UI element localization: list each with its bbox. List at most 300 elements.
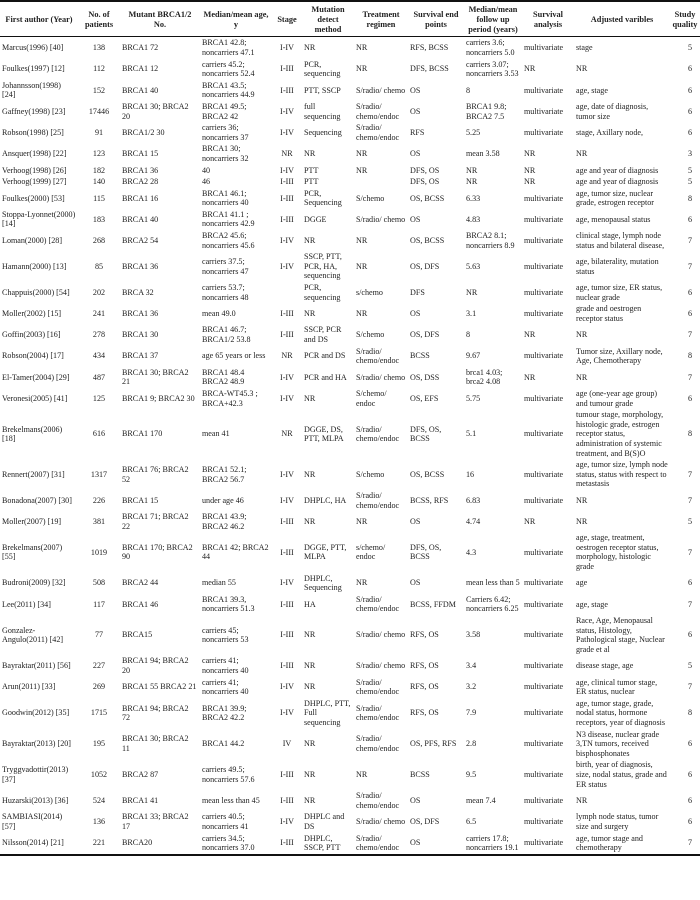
cell-treatment: NR	[356, 165, 368, 175]
cell-follow-up: 9.67	[466, 351, 481, 361]
cell-study-quality: 6	[687, 630, 692, 640]
cell-mutation-method: PCR, sequencing	[304, 59, 341, 79]
cell-mutation-method: DHPLC, SSCP, PTT	[304, 833, 341, 853]
cell-survival-analysis: multivariate	[524, 309, 564, 319]
cell-survival-analysis: multivariate	[524, 214, 564, 224]
cell-follow-up: Carriers 6.42; noncarriers 6.25	[466, 594, 519, 614]
cell-study-quality: 7	[687, 495, 692, 505]
cell-first-author: Foulkes(2000) [53]	[2, 193, 65, 203]
cell-adjusted-variables: NR	[576, 795, 588, 805]
cell-adjusted-variables: NR	[576, 149, 588, 159]
cell-patients: 182	[92, 165, 106, 175]
cell-patients: 77	[94, 630, 104, 640]
cell-study-quality: 6	[687, 127, 692, 137]
cell-survival-analysis: multivariate	[524, 43, 564, 53]
cell-patients: 227	[92, 661, 106, 671]
cell-treatment: S/radio/ chemo/endoc	[356, 734, 400, 753]
table-row	[0, 367, 700, 388]
cell-follow-up: mean 7.4	[466, 795, 496, 805]
cell-patients: 616	[92, 429, 106, 439]
cell-mutant-brca: BRCA1 33; BRCA2 17	[122, 812, 189, 831]
cell-adjusted-variables: age, stage	[576, 599, 608, 609]
cell-first-author: Arun(2011) [33]	[2, 682, 56, 692]
table-row	[0, 698, 700, 729]
cell-median-age: carriers 49.5; noncarriers 57.6	[202, 765, 255, 784]
cell-follow-up: 3.2	[466, 682, 477, 692]
cell-first-author: Ansquer(1998) [22]	[2, 149, 67, 159]
cell-mutation-method: DHPLC, PTT, Full sequencing	[304, 698, 351, 727]
column-header-survival-analysis: Survival analysis	[533, 9, 563, 29]
cell-median-age: BRCA1 48.4 BRCA2 48.9	[202, 367, 245, 387]
cell-mutant-brca: BRCA2 87	[122, 769, 159, 779]
cell-stage: I-IV	[280, 43, 294, 53]
cell-follow-up: 3.58	[466, 630, 481, 640]
cell-treatment: S/radio/ chemo	[356, 630, 406, 640]
table-row	[0, 677, 700, 698]
cell-mutant-brca: BRCA1 46	[122, 599, 159, 609]
cell-treatment: S/radio/ chemo	[356, 817, 406, 827]
cell-survival-analysis: multivariate	[524, 106, 564, 116]
cell-first-author: SAMBIASI(2014) [57]	[2, 812, 63, 831]
cell-survival-endpoints: OS	[410, 516, 421, 526]
cell-study-quality: 5	[687, 516, 692, 526]
column-header-stage: Stage	[277, 14, 297, 24]
cell-mutant-brca: BRCA1 16	[122, 193, 159, 203]
table-row	[0, 251, 700, 282]
cell-treatment: NR	[356, 578, 368, 588]
cell-study-quality: 5	[687, 43, 692, 53]
table-row	[0, 490, 700, 511]
cell-stage: I-III	[280, 630, 294, 640]
cell-first-author: Brekelmans(2006) [18]	[2, 424, 63, 444]
cell-median-age: carriers 37.5; noncarriers 47	[202, 257, 249, 276]
cell-first-author: Budroni(2009) [32]	[2, 578, 66, 588]
column-header-median-age: Median/mean age, y	[203, 9, 269, 29]
table-row	[0, 101, 700, 122]
cell-survival-endpoints: BCSS	[410, 351, 430, 361]
cell-treatment: S/chemo	[356, 469, 385, 479]
cell-study-quality: 8	[687, 193, 692, 203]
table-row	[0, 532, 700, 572]
cell-mutant-brca: BRCA1 9; BRCA2 30	[122, 393, 195, 403]
cell-mutant-brca: BRCA 32	[122, 287, 154, 297]
cell-survival-endpoints: OS, EFS	[410, 393, 439, 403]
cell-survival-endpoints: OS, BCSS	[410, 193, 445, 203]
cell-survival-analysis: NR	[524, 165, 536, 175]
cell-follow-up: 6.5	[466, 817, 477, 827]
header-row	[0, 1, 700, 37]
cell-adjusted-variables: age, tumor size, ER status, nuclear grade	[576, 283, 663, 302]
cell-patients: 221	[92, 838, 106, 848]
cell-follow-up: 5.75	[466, 393, 481, 403]
cell-survival-analysis: multivariate	[524, 578, 564, 588]
cell-stage: I-III	[280, 795, 294, 805]
cell-study-quality: 6	[687, 106, 692, 116]
cell-median-age: BRCA2 45.6; noncarriers 45.6	[202, 231, 255, 250]
cell-patients: 138	[92, 43, 106, 53]
cell-study-quality: 7	[687, 372, 692, 382]
cell-mutation-method: NR	[304, 661, 316, 671]
cell-study-quality: 6	[687, 64, 692, 74]
cell-adjusted-variables: age, bilaterality, mutation status	[576, 257, 659, 276]
cell-first-author: Robson(2004) [17]	[2, 351, 64, 361]
cell-median-age: BRCA1 41.1 ; noncarriers 42.9	[202, 209, 255, 229]
cell-treatment: NR	[356, 516, 368, 526]
cell-study-quality: 5	[687, 177, 692, 187]
cell-follow-up: 4.83	[466, 214, 481, 224]
cell-mutation-method: Sequencing	[304, 127, 342, 137]
cell-median-age: carriers 45.2; noncarriers 52.4	[202, 59, 255, 79]
cell-survival-endpoints: DFS	[410, 287, 425, 297]
cell-survival-analysis: multivariate	[524, 630, 564, 640]
cell-patients: 381	[92, 516, 106, 526]
cell-study-quality: 7	[687, 330, 692, 340]
cell-survival-endpoints: BCSS, RFS	[410, 495, 449, 505]
cell-mutant-brca: BRCA1 36	[122, 261, 159, 271]
cell-first-author: Verhoog(1998) [26]	[2, 165, 67, 175]
cell-study-quality: 3	[687, 149, 692, 159]
table-row	[0, 143, 700, 164]
cell-treatment: S/radio/ chemo/endoc	[356, 424, 400, 444]
cell-mutant-brca: BRCA1 170	[122, 429, 163, 439]
cell-study-quality: 7	[687, 682, 692, 692]
cell-first-author: Hamann(2000) [13]	[2, 261, 67, 271]
cell-study-quality: 6	[687, 214, 692, 224]
cell-mutant-brca: BRCA1 40	[122, 214, 159, 224]
cell-study-quality: 6	[687, 769, 692, 779]
cell-mutation-method: NR	[304, 769, 316, 779]
cell-follow-up: 4.74	[466, 516, 481, 526]
cell-study-quality: 6	[687, 578, 692, 588]
cell-survival-endpoints: OS, DFS	[410, 261, 440, 271]
column-header-patients: No. of patients	[84, 9, 114, 29]
cell-survival-analysis: multivariate	[524, 85, 564, 95]
cell-patients: 269	[92, 682, 106, 692]
table-row	[0, 80, 700, 101]
cell-adjusted-variables: age and year of diagnosis	[576, 165, 659, 175]
cell-stage: I-III	[280, 85, 294, 95]
cell-survival-endpoints: OS, PFS, RFS	[410, 739, 457, 749]
table-row	[0, 188, 700, 209]
cell-patients: 202	[92, 287, 106, 297]
cell-stage: I-IV	[280, 127, 294, 137]
cell-mutant-brca: BRCA1 72	[122, 43, 159, 53]
column-header-adjusted-variables: Adjusted varibles	[590, 14, 654, 24]
cell-treatment: NR	[356, 43, 368, 53]
cell-stage: I-IV	[280, 817, 294, 827]
cell-treatment: S/radio/ chemo/endoc	[356, 594, 400, 614]
cell-first-author: Goffin(2003) [16]	[2, 330, 61, 340]
cell-adjusted-variables: clinical stage, lymph node status and bilateral disease,	[576, 231, 665, 250]
cell-patients: 123	[92, 149, 106, 159]
cell-follow-up: 2.8	[466, 739, 477, 749]
cell-survival-analysis: multivariate	[524, 287, 564, 297]
cell-study-quality: 7	[687, 838, 692, 848]
column-header-mutant-brca: Mutant BRCA1/2 No.	[128, 9, 192, 29]
cell-treatment: S/chemo	[356, 330, 385, 340]
cell-median-age: carriers 34.5; noncarriers 37.0	[202, 833, 255, 853]
cell-study-quality: 6	[687, 795, 692, 805]
cell-survival-endpoints: OS	[410, 214, 421, 224]
cell-follow-up: 3.1	[466, 309, 477, 319]
cell-patients: 183	[92, 214, 106, 224]
cell-first-author: Moller(2002) [15]	[2, 309, 62, 319]
cell-mutation-method: PCR, Sequencing	[304, 188, 342, 208]
cell-survival-endpoints: DFS, OS, BCSS	[410, 542, 442, 562]
cell-survival-endpoints: OS, DFS	[410, 330, 440, 340]
cell-follow-up: BRCA1 9.8; BRCA2 7.5	[466, 101, 507, 121]
cell-follow-up: mean 3.58	[466, 149, 500, 159]
cell-mutation-method: NR	[304, 235, 316, 245]
cell-study-quality: 7	[687, 469, 692, 479]
cell-median-age: mean 49.0	[202, 309, 236, 319]
table-row	[0, 324, 700, 345]
cell-survival-endpoints: OS	[410, 85, 421, 95]
cell-mutation-method: HA	[304, 599, 316, 609]
cell-stage: I-IV	[280, 261, 294, 271]
cell-mutation-method: PTT	[304, 165, 319, 175]
column-header-follow-up: Median/mean follow up period (years)	[468, 5, 518, 34]
cell-survival-analysis: multivariate	[524, 682, 564, 692]
cell-treatment: S/radio/ chemo/endoc	[356, 833, 400, 853]
table-row	[0, 176, 700, 188]
cell-first-author: Foulkes(1997) [12]	[2, 64, 65, 74]
cell-follow-up: 7.9	[466, 708, 477, 718]
cell-mutation-method: NR	[304, 43, 316, 53]
cell-survival-analysis: multivariate	[524, 817, 564, 827]
cell-first-author: Goodwin(2012) [35]	[2, 708, 70, 718]
cell-stage: I-IV	[280, 235, 294, 245]
cell-survival-endpoints: RFS, OS	[410, 661, 439, 671]
cell-follow-up: 8	[466, 330, 471, 340]
cell-patients: 1715	[90, 708, 108, 718]
cell-survival-analysis: multivariate	[524, 393, 564, 403]
cell-mutation-method: DGGE, PTT, MLPA	[304, 542, 347, 562]
cell-stage: I-IV	[280, 393, 294, 403]
cell-survival-endpoints: BCSS, FFDM	[410, 599, 456, 609]
cell-survival-endpoints: DFS, BCSS	[410, 64, 449, 74]
cell-treatment: S/radio/ chemo/endoc	[356, 791, 400, 810]
cell-stage: I-III	[280, 661, 294, 671]
cell-treatment	[354, 176, 408, 188]
cell-study-quality: 5	[687, 165, 692, 175]
table-row	[0, 459, 700, 490]
cell-study-quality: 8	[687, 708, 692, 718]
cell-mutation-method: NR	[304, 393, 316, 403]
cell-survival-endpoints: DFS, OS	[410, 177, 440, 187]
cell-patients: 140	[92, 177, 106, 187]
cell-treatment: S/chemo/ endoc	[356, 388, 387, 408]
cell-mutant-brca: BRCA1 41	[122, 795, 159, 805]
cell-mutation-method: NR	[304, 469, 316, 479]
cell-mutant-brca: BRCA1 30; BRCA2 21	[122, 367, 189, 387]
cell-follow-up: carriers 3.07; noncarriers 3.53	[466, 59, 519, 79]
cell-patients: 136	[92, 817, 106, 827]
cell-patients: 1019	[90, 547, 108, 557]
column-header-survival-endpoints: Survival end points	[413, 9, 459, 29]
cell-mutant-brca: BRCA20	[122, 838, 153, 848]
cell-first-author: Veronesi(2005) [41]	[2, 393, 68, 403]
table-row	[0, 282, 700, 303]
cell-adjusted-variables: N3 disease, nuclear grade 3,TN tumors, received bisphosphonates	[576, 729, 660, 758]
table-row	[0, 615, 700, 655]
cell-adjusted-variables: tumour stage, morphology, histologic grade, estrogen receptor status, administration of systemic treatment, and B(S)O	[576, 410, 664, 458]
cell-first-author: Brekelmans(2007) [55]	[2, 542, 63, 562]
table-row	[0, 122, 700, 143]
cell-mutant-brca: BRCA1 37	[122, 351, 159, 361]
cell-survival-endpoints: RFS, OS	[410, 630, 439, 640]
cell-survival-endpoints: OS	[410, 795, 421, 805]
cell-survival-endpoints: OS, BCSS	[410, 235, 445, 245]
cell-stage	[272, 282, 302, 303]
table-row	[0, 209, 700, 230]
cell-survival-endpoints: OS, DFS	[410, 817, 440, 827]
cell-median-age: BRCA1 46.1; noncarriers 40	[202, 188, 249, 208]
cell-follow-up: 5.63	[466, 261, 481, 271]
cell-patients: 1052	[90, 769, 108, 779]
cell-median-age: carriers 41; noncarriers 40	[202, 677, 249, 697]
cell-median-age: BRCA1 39.9; BRCA2 42.2	[202, 703, 247, 723]
cell-mutation-method: DHPLC and DS	[304, 812, 345, 831]
cell-mutation-method: DHPLC, HA	[304, 495, 347, 505]
cell-mutation-method: NR	[304, 309, 316, 319]
cell-mutation-method: NR	[304, 795, 316, 805]
cell-treatment: S/radio/ chemo	[356, 85, 406, 95]
table-row	[0, 409, 700, 459]
cell-stage: I-IV	[280, 495, 294, 505]
cell-mutant-brca: BRCA1 15	[122, 495, 159, 505]
cell-survival-analysis: NR	[524, 516, 536, 526]
cell-mutant-brca: BRCA1 12	[122, 64, 159, 74]
cell-adjusted-variables: stage, Axillary node,	[576, 127, 643, 137]
cell-mutant-brca: BRCA1 30; BRCA2 20	[122, 101, 189, 121]
cell-follow-up: 16	[466, 469, 475, 479]
cell-first-author: Marcus(1996) [40]	[2, 43, 64, 53]
cell-adjusted-variables: age, tumor stage, grade, nodal status, hormone receptors, year of diagnosis	[576, 698, 665, 727]
cell-mutant-brca: BRCA1 15	[122, 149, 159, 159]
cell-patients: 508	[92, 578, 106, 588]
cell-first-author: Verhoog(1999) [27]	[2, 177, 67, 187]
cell-adjusted-variables: age and year of diagnosis	[576, 177, 659, 187]
cell-first-author: Gaffney(1998) [23]	[2, 106, 66, 116]
cell-treatment: NR	[356, 309, 368, 319]
column-header-first-author: First author (Year)	[5, 14, 73, 24]
cell-survival-analysis: multivariate	[524, 547, 564, 557]
cell-stage: I-IV	[280, 578, 294, 588]
cell-stage: I-III	[280, 214, 294, 224]
cell-study-quality: 6	[687, 393, 692, 403]
cell-mutant-brca: BRCA1 36	[122, 165, 159, 175]
cell-follow-up: NR	[466, 287, 478, 297]
cell-follow-up: carriers 3.6; noncarriers 5.0	[466, 38, 515, 57]
cell-survival-endpoints: OS, BCSS	[410, 469, 445, 479]
cell-patients: 278	[92, 330, 106, 340]
table-row	[0, 594, 700, 615]
cell-patients: 115	[93, 193, 105, 203]
cell-survival-endpoints: BCSS	[410, 769, 430, 779]
cell-follow-up: BRCA2 8.1; noncarriers 8.9	[466, 231, 515, 250]
cell-mutation-method: DGGE	[304, 214, 327, 224]
cell-stage: NR	[281, 149, 293, 159]
cell-median-age: carriers 41; noncarriers 40	[202, 656, 249, 676]
cell-patients: 195	[92, 739, 106, 749]
cell-survival-endpoints: OS	[410, 149, 421, 159]
cell-mutant-brca: BRCA1 40	[122, 85, 159, 95]
cell-median-age: BRCA1 46.7; BRCA1/2 53.8	[202, 325, 251, 345]
cell-treatment: S/radio/ chemo/endoc	[356, 101, 400, 121]
cell-treatment: S/radio/ chemo	[356, 372, 406, 382]
cell-survival-analysis: multivariate	[524, 235, 564, 245]
cell-median-age: 46	[202, 177, 211, 187]
cell-survival-analysis: multivariate	[524, 838, 564, 848]
cell-survival-endpoints: OS	[410, 106, 421, 116]
cell-adjusted-variables: NR	[576, 330, 588, 340]
cell-study-quality: 6	[687, 817, 692, 827]
cell-adjusted-variables: age, tumor stage and chemotherapy	[576, 833, 643, 853]
cell-follow-up: 9.5	[466, 769, 477, 779]
cell-stage: NR	[281, 429, 293, 439]
cell-stage: I-III	[280, 64, 294, 74]
column-header-treatment: Treatment regimen	[362, 9, 400, 29]
cell-adjusted-variables: NR	[576, 516, 588, 526]
cell-mutation-method: NR	[304, 149, 316, 159]
cell-follow-up: brca1 4.03; brca2 4.08	[466, 367, 503, 387]
cell-study-quality: 6	[687, 739, 692, 749]
cell-stage: I-III	[280, 516, 294, 526]
cell-adjusted-variables: age, date of diagnosis, tumor size	[576, 101, 649, 121]
cell-first-author: Robson(1998) [25]	[2, 127, 64, 137]
cell-adjusted-variables: stage	[576, 43, 593, 53]
cell-survival-endpoints: OS, DSS	[410, 372, 440, 382]
cell-mutant-brca: BRCA1 170; BRCA2 90	[122, 542, 193, 562]
cell-mutant-brca: BRCA1 94; BRCA2 72	[122, 703, 189, 723]
cell-treatment: S/radio/ chemo/endoc	[356, 677, 400, 697]
cell-patients: 91	[94, 127, 104, 137]
cell-adjusted-variables: lymph node status, tumor size and surgery	[576, 812, 659, 831]
cell-survival-endpoints: RFS, OS	[410, 708, 439, 718]
cell-first-author: Bonadona(2007) [30]	[2, 495, 72, 505]
table-row	[0, 511, 700, 532]
cell-survival-analysis: multivariate	[524, 708, 564, 718]
cell-mutation-method: NR	[304, 630, 316, 640]
cell-adjusted-variables: age, tumor size, nuclear grade, estrogen receptor	[576, 188, 654, 208]
cell-survival-analysis: NR	[524, 330, 536, 340]
cell-follow-up: 8	[466, 85, 471, 95]
cell-first-author: Rennert(2007) [31]	[2, 469, 65, 479]
cell-first-author: Bayraktar(2011) [56]	[2, 661, 71, 671]
cell-survival-endpoints: OS	[410, 838, 421, 848]
cell-patients: 117	[93, 599, 105, 609]
cell-median-age: BRCA1 44.2	[202, 739, 245, 749]
table-row	[0, 759, 700, 790]
cell-mutant-brca: BRCA1 94; BRCA2 20	[122, 656, 189, 676]
cell-mutation-method: SSCP, PTT, PCR, HA, sequencing	[304, 252, 342, 281]
cell-mutation-method: PTT, SSCP	[304, 85, 341, 95]
cell-stage: I-IV	[280, 469, 294, 479]
table-row	[0, 346, 700, 367]
cell-mutant-brca: BRCA15	[122, 630, 153, 640]
table-body	[0, 37, 700, 855]
cell-first-author: Bayraktar(2013) [20]	[2, 739, 71, 749]
cell-study-quality: 7	[687, 261, 692, 271]
cell-mutation-method: full sequencing	[304, 101, 341, 121]
cell-mutation-method: PCR and DS	[304, 351, 346, 361]
cell-median-age: carriers 36; noncarriers 37	[202, 123, 249, 142]
cell-treatment: S/radio/ chemo/endoc	[356, 490, 400, 510]
table-row	[0, 729, 700, 760]
cell-stage: I-III	[280, 838, 294, 848]
cell-survival-endpoints: DFS, OS	[410, 165, 440, 175]
